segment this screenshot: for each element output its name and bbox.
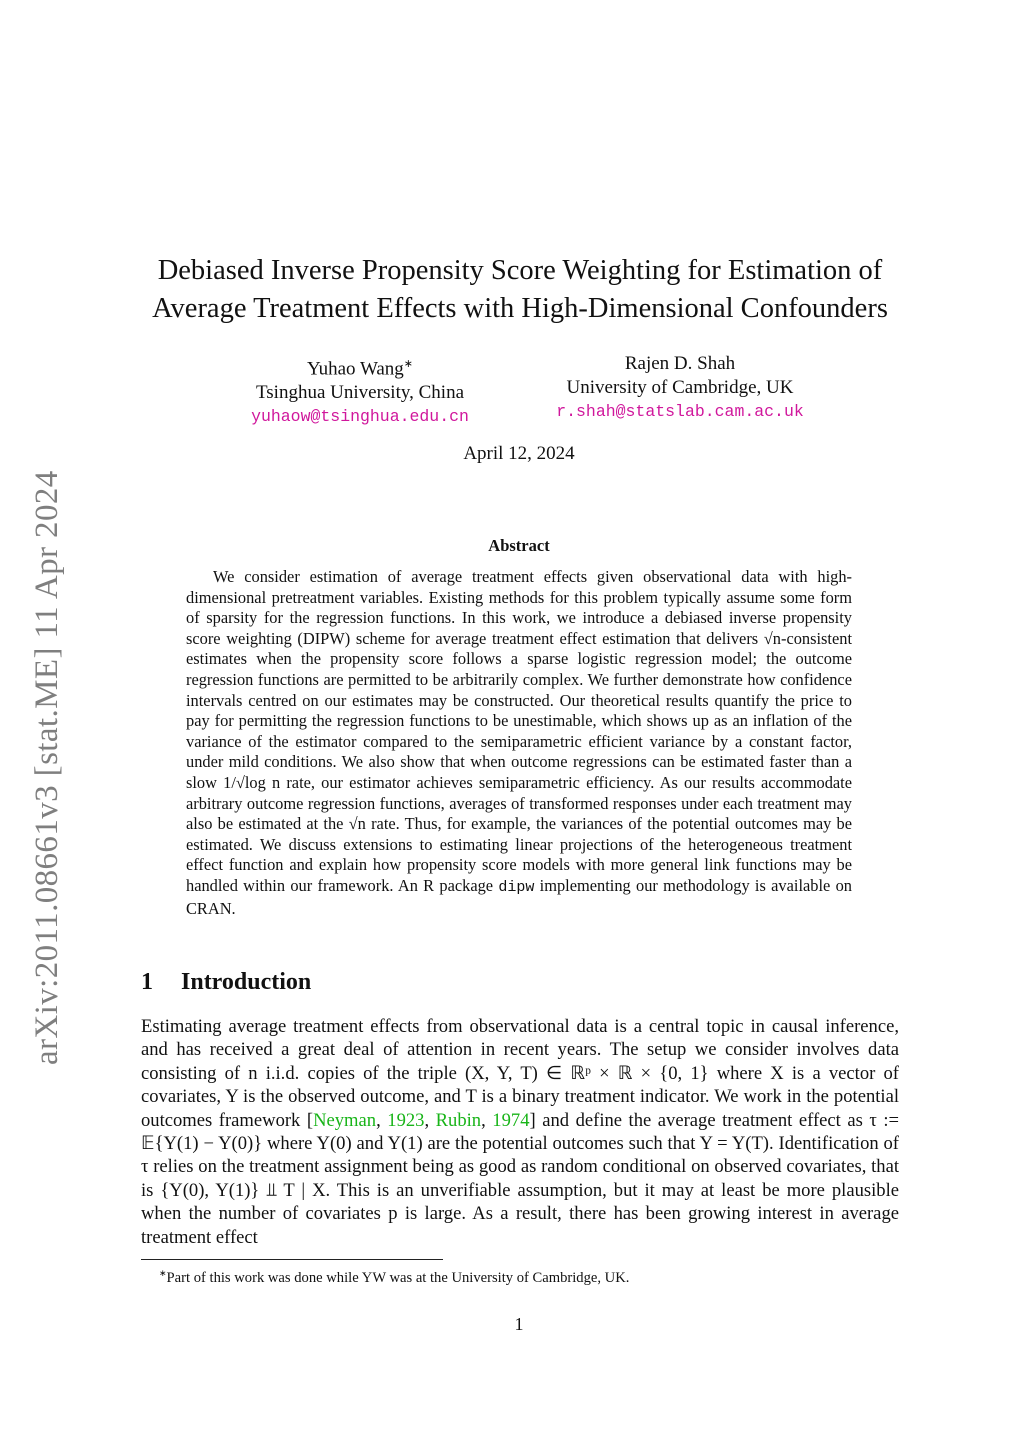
footnote-rule: [141, 1259, 443, 1260]
author-affiliation: Tsinghua University, China: [256, 382, 464, 404]
publication-date: April 12, 2024: [463, 443, 575, 464]
intro-paragraph: Estimating average treatment effects from observational data is a central topic in causal inference, and has received a great deal of attention in recent years. The setup we consider involves data consisting of n i.i.d. copies of the triple (X, Y, T) ∈ ℝᵖ × ℝ × {0, 1} where X is a vector of covariates, Y is the observed outcome, and T is a binary treatment indicator. We work in the potential outcomes framework [Neyman, 1923, Rubin, 1974] and define the average treatment effect as τ := 𝔼{Y(1) − Y(0)} where Y(0) and Y(1) are the potential outcomes such that Y = Y(T). Identification of τ relies on the treatment assignment being as good as random conditional on observed covariates, that is {Y(0), Y(1)} ⫫ T | X. This is an unverifiable assumption, but it may at least be more plausible when the number of covariates p is large. As a result, there has been growing interest in average treatment effect: [141, 1016, 900, 1248]
author-1: [200, 352, 520, 429]
page-number: 1: [514, 1314, 524, 1334]
abstract-body: [186, 567, 852, 919]
intro-text: Estimating average treatment effects from observational data is a central topic in causal inference, and has received a great deal of attention in recent years. The setup we consider involves data consisting of n i.i.d. copies of the triple (X, Y, T) ∈ ℝᵖ × ℝ × {0, 1} where X is a vector of covariates, Y is the observed outcome, and T is a binary treatment indicator. We work in the potential outcomes framework [: [141, 1016, 899, 1131]
author-2: [520, 352, 840, 424]
abstract-text: We consider estimation of average treatment effects given observational data with high-dimensional pretreatment variables. Existing methods for this problem typically assume some form of sparsity for the regression functions. In this work, we introduce a debiased inverse propensity score weighting (DIPW) scheme for average treatment effect estimation that delivers √n-consistent estimates when the propensity score follows a sparse logistic regression model; the outcome regression functions are permitted to be arbitrarily complex. We further demonstrate how confidence intervals centred on our estimates may be constructed. Our theoretical results quantify the price to pay for permitting the regression functions to be unestimable, which shows up as an inflation of the variance of the estimator compared to the semiparametric efficient variance by a constant factor, under mild conditions. We also show that when outcome regressions can be estimated faster than a slow 1/√log n rate, our estimator achieves semiparametric efficiency. As our results accommodate arbitrary outcome regression functions, averages of transformed responses under each treatment may also be estimated at the √n rate. Thus, for example, the variances of the potential outcomes may be estimated. We discuss extensions to estimating linear projections of the heterogeneous treatment effect function and explain how propensity score models with more general link functions may be handled within our framework. An R package: [186, 567, 852, 895]
paper-title: Debiased Inverse Propensity Score Weighting for Estimation of Average Treatment Effects with High-Dimensional Confounders: [152, 255, 888, 324]
intro-text-cont: ] and define the average treatment effect as τ := 𝔼{Y(1) − Y(0)} where Y(0) and Y(1) are the potential outcomes such that Y = Y(T). Identification of τ relies on the treatment assignment being as good as random conditional on observed covariates, that is {Y(0), Y(1)} ⫫ T | X. This is an unverifiable assumption, but it may at least be more plausible when the number of covariates p is large. As a result, there has been growing interest in average treatment effect: [141, 1109, 900, 1248]
abstract-heading: Abstract: [488, 536, 550, 555]
citation-link-rubin-year[interactable]: 1974: [492, 1109, 530, 1131]
section-heading: [141, 969, 311, 996]
footnote-text: Part of this work was done while YW was at the University of Cambridge, UK.: [166, 1269, 630, 1286]
author-affiliation: University of Cambridge, UK: [566, 377, 794, 398]
section-number: 1: [141, 969, 153, 995]
section-title: Introduction: [181, 969, 312, 995]
abstract-text-end: implementing our methodology is available on CRAN.: [186, 875, 852, 918]
arxiv-identifier: arXiv:2011.08661v3 [stat.ME] 11 Apr 2024: [29, 470, 65, 1065]
author-name: Rajen D. Shah: [624, 353, 736, 374]
footnote-mark: ∗: [159, 1268, 167, 1278]
citation-link-rubin[interactable]: Rubin: [435, 1109, 482, 1131]
citation-link-neyman-year[interactable]: 1923: [387, 1109, 425, 1131]
package-name: dipw: [498, 878, 535, 896]
author-email[interactable]: r.shah@statslab.cam.ac.uk: [556, 402, 804, 421]
footnote-mark: ∗: [403, 358, 414, 370]
author-name: Yuhao Wang: [306, 358, 404, 380]
citation-link-neyman[interactable]: Neyman: [313, 1109, 377, 1131]
author-email[interactable]: yuhaow@tsinghua.edu.cn: [251, 407, 469, 427]
footnote: [141, 1264, 919, 1288]
